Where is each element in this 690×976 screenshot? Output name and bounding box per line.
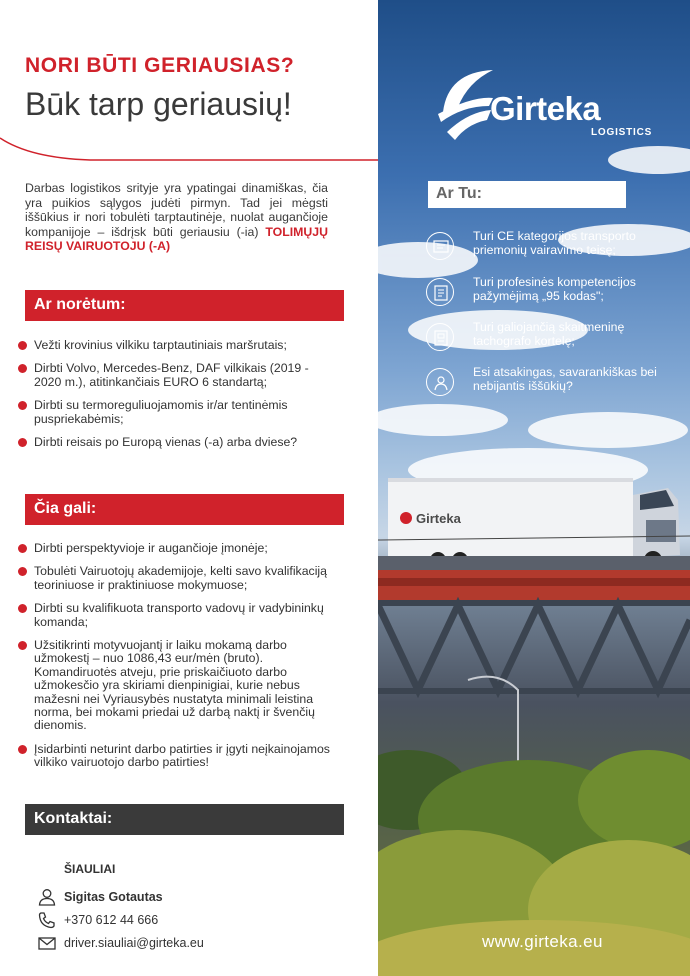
list-item: Dirbti reisais po Europą vienas (-a) arba dviese?: [18, 436, 338, 449]
list-item: Dirbti perspektyvioje ir augančioje įmonėje;: [18, 542, 338, 555]
license-card-icon: [426, 232, 454, 260]
list-item: Dirbti su kvalifikuota transporto vadovų ir vadybininkų komanda;: [18, 602, 338, 629]
intro-highlight: TOLIMŲJŲ REISŲ VAIRUOTOJU (-A): [25, 224, 328, 254]
bullet-dot: [18, 745, 27, 754]
list-item: Užsitikrinti motyvuojantį ir laiku mokamą darbo užmokestį – nuo 1086,43 eur/mėn (bruto). Komandiruotės atveju, prie priskaičiuoto darbo užmokesčio yra skiriami dienpinigiai, kurie nebus mažesni nei Vyriausybės nustatyta minimali leistina norma, bei mokami priedai už darbą naktį ir švenčių dienomis.: [18, 639, 338, 733]
you-title: Ar Tu:: [428, 181, 626, 208]
list-item: Dirbti su termoreguliuojamomis ir/ar tentinėmis puspriekabėmis;: [18, 399, 338, 426]
requirement-item: Esi atsakingas, savarankiškas bei nebijantis iššūkių?: [426, 366, 676, 406]
truck-brand-text: Girteka: [416, 511, 461, 526]
bullet-dot: [18, 401, 27, 410]
list-item: Dirbti Volvo, Mercedes-Benz, DAF vilkikais (2019 - 2020 m.), atitinkančiais EURO 6 standartą;: [18, 362, 338, 389]
list-item: Vežti krovinius vilkiku tarptautiniais maršrutais;: [18, 339, 338, 352]
requirement-item: Turi profesinės kompetencijos pažymėjimą „95 kodas";: [426, 276, 676, 316]
list-item: Įsidarbinti neturint darbo patirties ir įgyti neįkainojamos vilkiko vairuotojo darbo patirties!: [18, 743, 338, 770]
bullet-dot: [18, 364, 27, 373]
bullet-dot: [18, 604, 27, 613]
brand-name: Girteka: [490, 90, 601, 127]
tachograph-card-icon: [426, 323, 454, 351]
contact-city: ŠIAULIAI: [64, 862, 116, 876]
requirement-item: Turi CE kategorijos transporto priemonių vairavimo teisę;: [426, 230, 676, 270]
section-contacts-title: Kontaktai:: [25, 804, 344, 835]
contact-phone[interactable]: +370 612 44 666: [64, 913, 159, 927]
bullet-dot: [18, 544, 27, 553]
section-would-title: Ar norėtum:: [25, 290, 344, 321]
bullet-dot: [18, 341, 27, 350]
contact-name: Sigitas Gotautas: [64, 890, 163, 904]
website-link[interactable]: www.girteka.eu: [482, 932, 603, 951]
would-list: [18, 339, 338, 449]
bullet-dot: [18, 567, 27, 576]
bullet-dot: [18, 438, 27, 447]
brand-sub: LOGISTICS: [591, 127, 653, 138]
can-list: [18, 542, 338, 770]
photo-column: [378, 0, 690, 976]
intro-text: Darbas logistikos srityje yra ypatingai dinamiškas, čia yra puikios sąlygos judėti pirmyn. Tad jei mėgsti iššūkius ir nori tobulėti tarptautinėje, nuolat augančioje kompanijoje – išdrįsk būti geriausiu (-ia): [25, 181, 328, 239]
contact-email-row: [38, 934, 338, 954]
envelope-icon: [38, 934, 56, 952]
headline: NORI BŪTI GERIAUSIAS?: [25, 54, 295, 77]
person-badge-icon: [426, 368, 454, 396]
truck-bridge-scene: [378, 0, 690, 976]
list-item: Tobulėti Vairuotojų akademijoje, kelti savo kvalifikaciją teoriniuose ir praktiniuose mokymuose;: [18, 565, 338, 592]
intro-paragraph: [25, 181, 328, 254]
section-can-title: Čia gali:: [25, 494, 344, 525]
certificate-icon: [426, 278, 454, 306]
person-icon: [38, 888, 56, 906]
contact-name-row: [38, 888, 338, 908]
contact-email[interactable]: driver.siauliai@girteka.eu: [64, 936, 204, 950]
contact-phone-row: [38, 911, 338, 931]
bullet-dot: [18, 641, 27, 650]
subhead: Būk tarp geriausių!: [25, 86, 292, 122]
requirement-item: Turi galiojančią skaitmeninę tachografo kortelę;: [426, 321, 676, 361]
phone-icon: [38, 911, 56, 929]
